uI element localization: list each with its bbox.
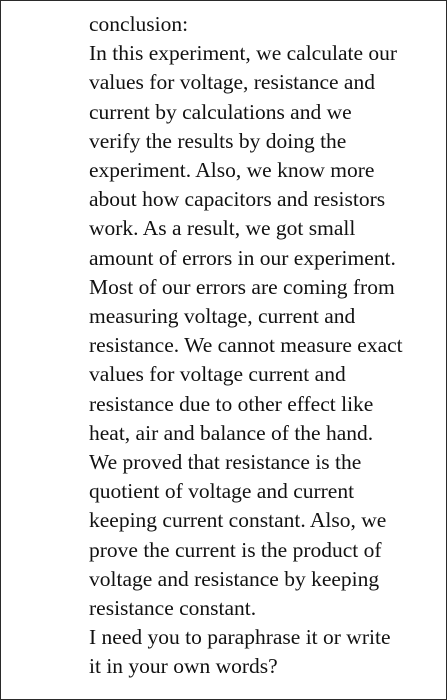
text-line: current by calculations and we <box>89 99 352 124</box>
conclusion-text <box>89 10 441 682</box>
text-line: I need you to paraphrase it or write <box>89 625 391 650</box>
text-line: conclusion: <box>89 12 189 36</box>
text-line: prove the current is the product of <box>89 537 382 562</box>
text-line: values for voltage, resistance and <box>89 70 375 95</box>
text-line: work. As a result, we got small <box>89 216 356 241</box>
text-line: verify the results by doing the <box>89 128 347 153</box>
text-line: it in your own words? <box>89 654 278 679</box>
text-line: measuring voltage, current and <box>89 304 356 329</box>
text-line: experiment. Also, we know more <box>89 158 375 183</box>
text-line: resistance. We cannot measure exact <box>89 333 403 358</box>
text-line: amount of errors in our experiment. <box>89 245 396 270</box>
text-line: Most of our errors are coming from <box>89 274 395 299</box>
text-line: In this experiment, we calculate our <box>89 41 398 66</box>
text-line: quotient of voltage and current <box>89 479 355 504</box>
text-line: heat, air and balance of the hand. <box>89 420 374 445</box>
text-line: about how capacitors and resistors <box>89 187 386 212</box>
text-line: values for voltage current and <box>89 362 346 387</box>
text-line: resistance constant. <box>89 596 257 621</box>
text-line: voltage and resistance by keeping <box>89 566 380 591</box>
text-line: resistance due to other effect like <box>89 391 374 416</box>
text-line: keeping current constant. Also, we <box>89 508 387 533</box>
text-line: We proved that resistance is the <box>89 450 362 475</box>
